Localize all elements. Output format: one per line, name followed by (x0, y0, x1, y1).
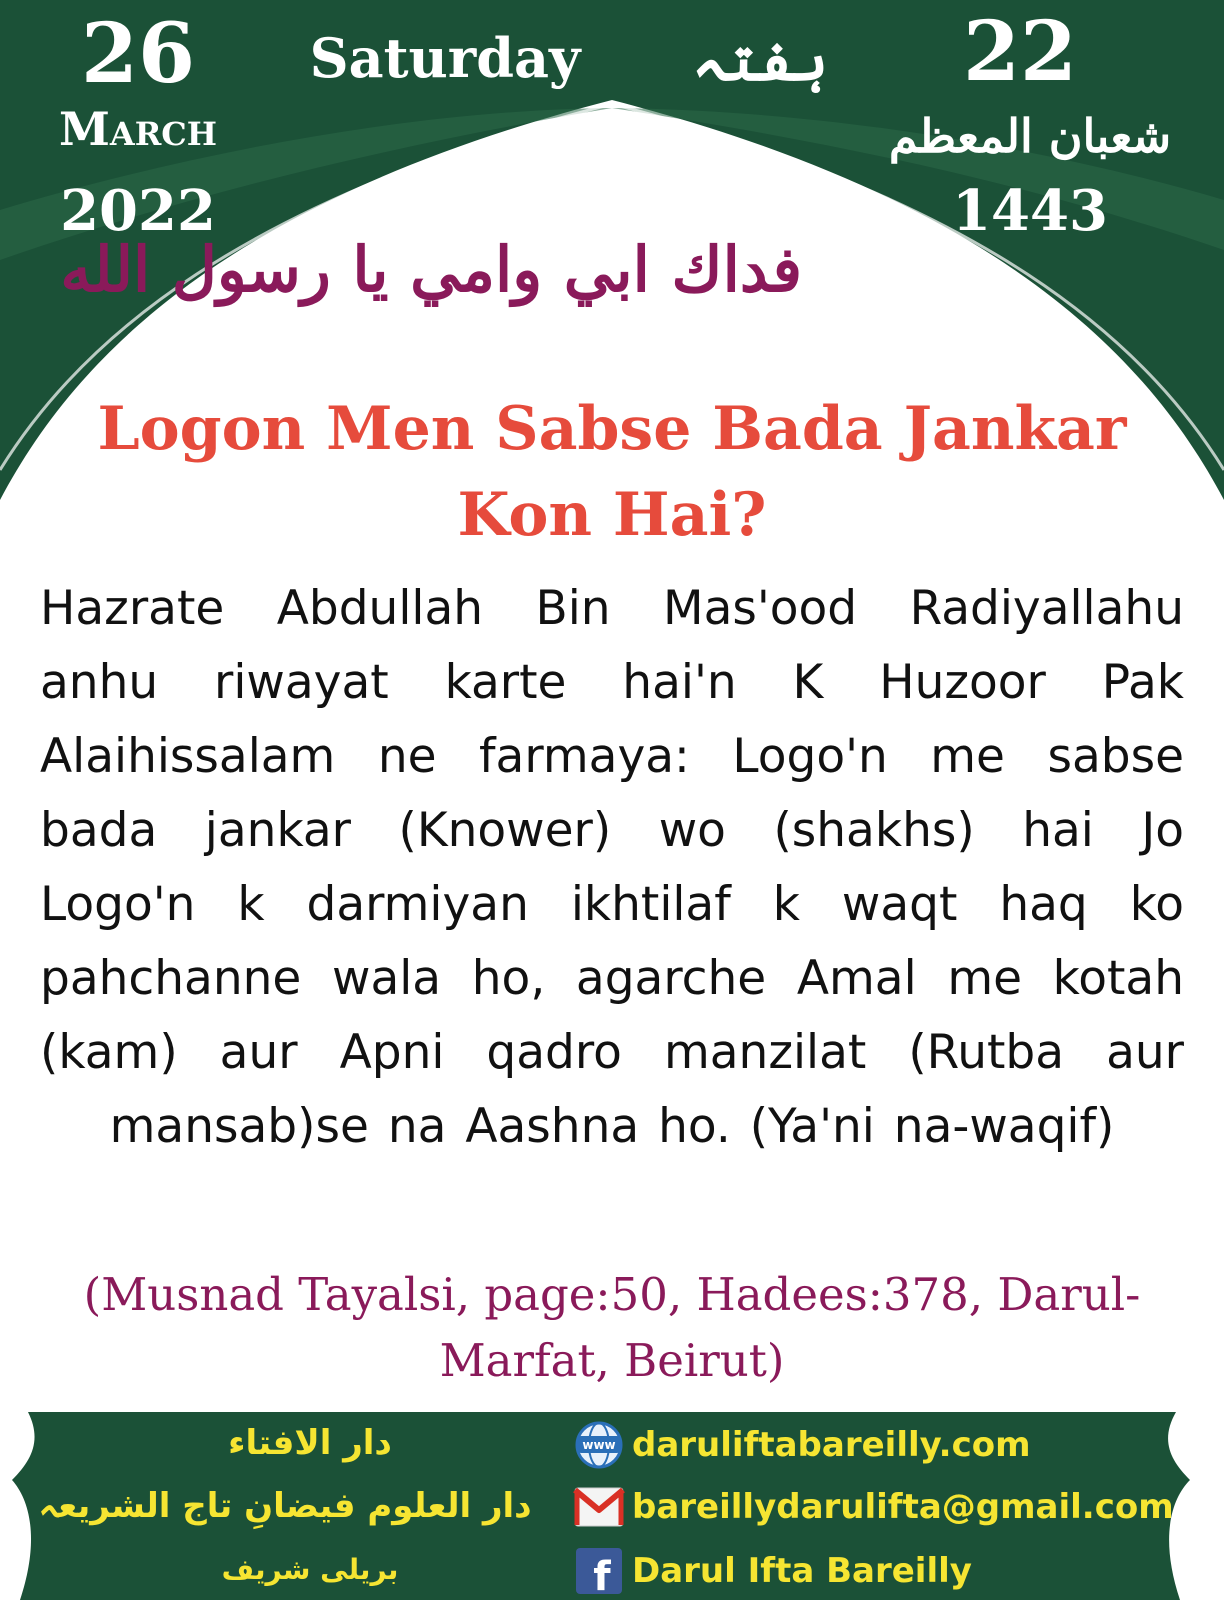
facebook-icon-label: f (593, 1554, 611, 1596)
hijri-day: 22 (962, 4, 1078, 100)
gregorian-day: 26 (80, 6, 196, 102)
globe-www-icon (572, 1420, 626, 1470)
contact-website[interactable] (572, 1418, 1031, 1472)
post-title: Logon Men Sabse Bada Jankar Kon Hai? (97, 394, 1127, 550)
footer-org-line3: بریلی شریف (221, 1553, 399, 1586)
email-link[interactable]: bareillydarulifta@gmail.com (632, 1487, 1174, 1527)
facebook-link[interactable]: Darul Ifta Bareilly (632, 1551, 972, 1591)
arabic-calligraphy: فداك ابي وامي يا رسول الله (60, 233, 802, 306)
footer-org-line1: دار الافتاء (228, 1423, 392, 1463)
contact-facebook[interactable] (572, 1544, 972, 1598)
hadith-reference: (Musnad Tayalsi, page:50, Hadees:378, Darul-Marfat, Beirut) (83, 1268, 1141, 1387)
www-icon-label: www (582, 1438, 616, 1452)
contact-email[interactable] (572, 1480, 1174, 1534)
weekday: Saturday (309, 26, 581, 90)
gregorian-year: 2022 (60, 178, 216, 244)
website-link[interactable]: daruliftabareilly.com (632, 1425, 1031, 1465)
hadith-body: Hazrate Abdullah Bin Mas'ood Radiyallahu anhu riwayat karte hai'n K Huzoor Pak Alaihissalam ne farmaya: Logo'n me sabse bada jankar (Knower) wo (shakhs) hai Jo Logo'n k darmiyan ikhtilaf k waqt haq ko pahchanne wala ho, agarche Amal me kotah (kam) aur Apni qadro manzilat (Rutba aur mansab)se na Aashna ho. (Ya'ni na-waqif) (40, 581, 1184, 1154)
weekday-urdu: ہفتہ (692, 26, 828, 94)
footer-org-line2: دار العلوم فیضانِ تاج الشریعہ (38, 1486, 532, 1526)
gregorian-month: March (58, 102, 218, 156)
gmail-icon (572, 1482, 626, 1532)
hijri-year: 1443 (952, 178, 1108, 244)
hijri-month: شعبان المعظم (888, 109, 1172, 163)
facebook-icon (572, 1546, 626, 1596)
